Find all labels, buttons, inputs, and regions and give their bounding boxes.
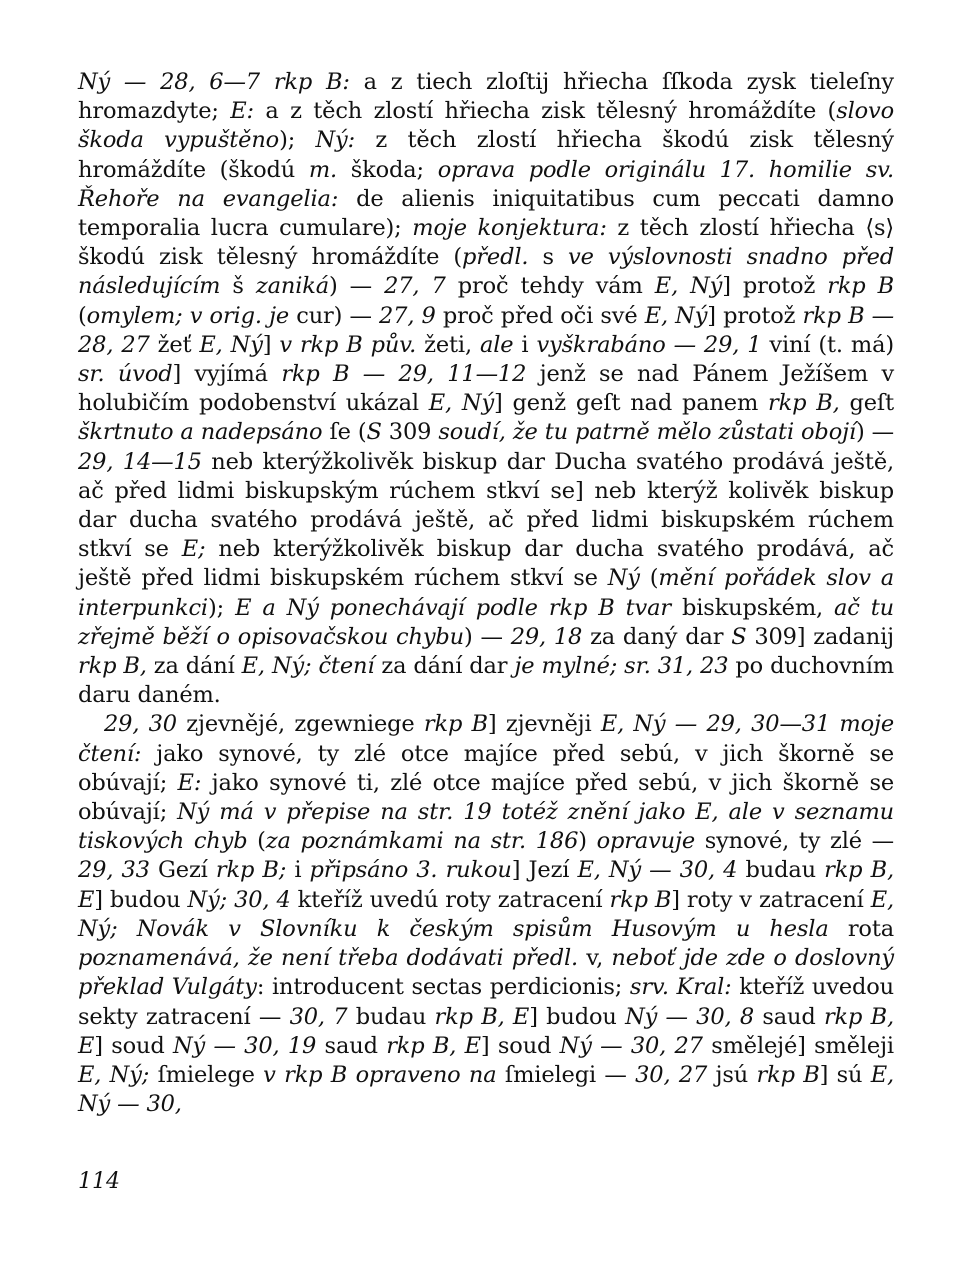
italic-run: Ný: xyxy=(315,127,356,154)
text-run: jako synové, ty zlé otce majíce před sebú, v jich škorně se obúvají; xyxy=(78,740,894,796)
italic-run: E, Ný; čtení xyxy=(241,653,375,680)
italic-run: E: xyxy=(230,98,254,125)
text-run: ] protož xyxy=(707,302,803,329)
italic-run: E; xyxy=(181,536,206,563)
text-run: neb kterýžkolivěk biskup dar Ducha svatého prodává ještě, ač před lidmi biskupským rúchem stkví se] neb kterýž kolivěk biskup dar ducha svatého prodává ještě, ač před lidmi biskupském rúchem stkví se xyxy=(78,448,894,563)
italic-run: rkp B; xyxy=(215,857,287,884)
text-run: jako synové ti, zlé otce majíce před sebú, v jich škorně se obúvají; xyxy=(78,769,894,826)
italic-run: rkp B, xyxy=(78,653,147,680)
italic-run: sr. úvod xyxy=(78,361,173,388)
paragraph xyxy=(78,68,894,710)
italic-run: S xyxy=(366,419,382,446)
italic-run: 29, 30 xyxy=(104,711,177,738)
italic-run: E, Ný xyxy=(199,331,263,358)
italic-run: E, Ný — 29, 30—31 moje čtení: xyxy=(78,711,895,767)
text-run: ( xyxy=(78,302,87,329)
text-run: : introducent sectas perdicionis; xyxy=(256,974,630,1001)
text-run: ); xyxy=(207,594,236,621)
italic-run: ale xyxy=(479,331,514,358)
italic-run: Ný má v přepise na str. 19 totéž znění jako E, ale v seznamu tiskových chyb xyxy=(78,799,894,855)
italic-run: zaniká xyxy=(255,273,329,300)
text-run: zjevnějé, zgewniege xyxy=(176,711,424,738)
text-run: proč před oči své xyxy=(435,302,645,329)
text-run: rota xyxy=(828,915,894,942)
italic-run: rkp B, xyxy=(768,390,840,417)
text-run: viní (t. má) xyxy=(761,331,894,358)
italic-run: srv. Kral: xyxy=(629,974,732,1001)
text-run: jenž se nad Pánem Ježíšem v holubičím podobenství ukázal xyxy=(78,361,895,417)
italic-run: oprava podle originálu 17. homilie sv. Řehoře na evangelia: xyxy=(78,156,894,212)
italic-run: E a Ný ponechávají podle rkp B tvar xyxy=(235,594,671,621)
text-run: geſt xyxy=(839,390,894,417)
text-run: ] roty v zatracení xyxy=(671,886,871,913)
italic-run: 30, 7 xyxy=(289,1003,348,1030)
italic-run: soudí, že tu patrně mělo zůstati obojí xyxy=(438,419,856,446)
italic-run: rkp B, E xyxy=(78,857,894,913)
text-run: jsú xyxy=(707,1061,757,1088)
text-run: kteříž uvedou sekty zatracení — xyxy=(78,974,894,1030)
italic-run: 27, 9 xyxy=(379,302,436,329)
text-run: a z těch zlostí hřiecha zisk tělesný hromáždíte ( xyxy=(253,98,837,125)
text-run: škoda; xyxy=(337,156,438,183)
text-run: ] sú xyxy=(819,1061,871,1088)
italic-run: m. xyxy=(308,156,338,183)
text-run: žeť xyxy=(149,331,200,358)
italic-run: 30, 27 xyxy=(635,1061,708,1088)
text-run: ) xyxy=(578,828,597,855)
text-run: saud xyxy=(316,1032,387,1059)
text-run: ] vyjímá xyxy=(172,361,282,388)
italic-run: opravuje xyxy=(596,828,696,855)
text-run: v, xyxy=(578,945,612,972)
text-run: ( xyxy=(247,828,266,855)
italic-run: škrtnuto a nadepsáno xyxy=(78,419,323,446)
italic-run: E, Ný; Novák v Slovníku k českým spisům Husovým u hesla xyxy=(78,886,895,942)
italic-run: omylem; v orig. xyxy=(86,302,262,329)
italic-run: rkp B — 28, 27 xyxy=(78,302,894,358)
italic-run: rkp B xyxy=(609,886,672,913)
italic-run: je mylné; sr. 31, 23 xyxy=(514,653,729,680)
text-run: ( xyxy=(639,565,659,592)
italic-run: předl. xyxy=(462,244,529,271)
text-run: smělejé] směleji xyxy=(702,1032,894,1059)
italic-run: vyškrabáno — 29, 1 xyxy=(536,331,762,358)
italic-run: 29, 14—15 xyxy=(78,448,202,475)
italic-run: E: xyxy=(177,769,202,796)
italic-run: neboť jde zde o doslovný překlad Vulgáty xyxy=(78,945,894,1001)
text-run: ] Jezí xyxy=(511,857,578,884)
italic-run: poznamenává, že není třeba dodávati předl. xyxy=(78,945,579,972)
apparatus-text xyxy=(78,68,894,1119)
text-run: synové, ty zlé — xyxy=(695,828,894,855)
italic-run: slovo škoda vypuštěno xyxy=(78,98,894,154)
italic-run: 29, 33 xyxy=(78,857,150,884)
text-run: ſmielegi — xyxy=(496,1061,636,1088)
italic-run: E, Ný xyxy=(654,273,723,300)
italic-run: rkp B — 29, 11—12 xyxy=(281,361,527,388)
text-run: ] protož xyxy=(722,273,828,300)
text-run: neb kterýžkolivěk biskup dar ducha svatého prodává, ač ještě před lidmi biskupském rúchem stkví se xyxy=(78,536,894,592)
italic-run: moje konjektura: xyxy=(412,215,607,242)
italic-run: ve výslovnosti snadno před následujícím xyxy=(78,244,894,300)
text-run: Gezí xyxy=(149,857,216,884)
text-run: i xyxy=(513,331,537,358)
text-run: š xyxy=(220,273,256,300)
text-run: ] budou xyxy=(94,886,188,913)
italic-run: Ný; 30, 4 xyxy=(187,886,291,913)
italic-run: 27, 7 xyxy=(384,273,446,300)
text-run: i xyxy=(286,857,310,884)
text-run: z těch zlostí hřiecha škodú zisk tělesný hromáždíte (škodú xyxy=(78,127,894,183)
italic-run: za poznámkami na str. 186 xyxy=(265,828,579,855)
italic-run: 29, 18 xyxy=(510,623,583,650)
italic-run: rkp B, E xyxy=(386,1032,481,1059)
italic-run: Ný — 30, 8 xyxy=(625,1003,755,1030)
text-run: kteříž uvedú roty zatracení xyxy=(290,886,610,913)
text-run: ] soud xyxy=(480,1032,560,1059)
text-run: z těch zlostí hřiecha ⟨s⟩ škodú zisk tělesný hromáždíte ( xyxy=(78,215,894,271)
text-run: saud xyxy=(754,1003,824,1030)
text-run: za dání xyxy=(146,653,242,680)
text-run: proč tehdy vám xyxy=(445,273,655,300)
text-run: ſe ( xyxy=(322,419,367,446)
text-run: budau xyxy=(347,1003,435,1030)
italic-run: mění pořádek slov a interpunkci xyxy=(78,565,894,621)
text-run: žeti, xyxy=(416,331,480,358)
text-run: za daný dar xyxy=(582,623,732,650)
italic-run: připsáno 3. rukou xyxy=(309,857,512,884)
text-run: ); xyxy=(279,127,316,154)
text-run: a z tiech zloſtij hřiecha ſſkoda zysk tieleſny hromazdyte; xyxy=(78,69,894,125)
text-run: za dání dar xyxy=(374,653,515,680)
italic-run: rkp B xyxy=(423,711,488,738)
italic-run: rkp B xyxy=(756,1061,820,1088)
paragraph xyxy=(78,710,894,1119)
text-run xyxy=(262,303,269,329)
text-run: ] budou xyxy=(529,1003,626,1030)
text-run: ) — xyxy=(329,273,385,300)
italic-run: E, Ný xyxy=(428,390,495,417)
text-run: s xyxy=(528,244,569,271)
italic-run: Ný xyxy=(607,565,640,592)
text-run: ] zjevněji xyxy=(487,711,601,738)
italic-run: Ný — 30, 19 xyxy=(173,1032,317,1059)
page-number: 114 xyxy=(78,1169,120,1194)
italic-run: rkp B xyxy=(827,273,894,300)
italic-run: rkp B, E xyxy=(78,1003,894,1059)
text-run: ] soud xyxy=(94,1032,174,1059)
text-run: cur) — xyxy=(289,302,380,329)
text-run: budau xyxy=(737,857,825,884)
text-run: ] genž geſt nad panem xyxy=(494,390,769,417)
text-run: de alienis iniquitatibus cum peccati damno temporalia lucra cumulare); xyxy=(78,185,894,242)
italic-run: je xyxy=(269,302,290,329)
italic-run: rkp B, E xyxy=(434,1003,530,1030)
text-run: 309 xyxy=(381,419,439,446)
italic-run: Ný — 28, 6—7 rkp B: xyxy=(78,69,350,95)
italic-run: E, Ný — 30, xyxy=(78,1061,895,1118)
text-run: ) — xyxy=(855,419,894,446)
text-run: biskupském, xyxy=(670,594,835,621)
text-run: 309] zadanij xyxy=(746,623,894,650)
italic-run: E, Ný; xyxy=(78,1061,150,1088)
italic-run: ač tu zřejmě běží o opisovačskou chybu xyxy=(78,594,895,650)
italic-run: Ný — 30, 27 xyxy=(559,1032,703,1059)
italic-run: v rkp B opraveno na xyxy=(263,1061,497,1088)
italic-run: v rkp B pův. xyxy=(279,331,417,358)
italic-run: E, Ný xyxy=(644,302,708,329)
italic-run: S xyxy=(731,623,747,650)
text-run: ] xyxy=(262,331,280,358)
text-run: ſmielege xyxy=(149,1061,264,1088)
italic-run: E, Ný — 30, 4 xyxy=(577,857,738,884)
text-run: ) — xyxy=(464,623,511,650)
text-run: po duchovním daru daném. xyxy=(78,653,894,709)
